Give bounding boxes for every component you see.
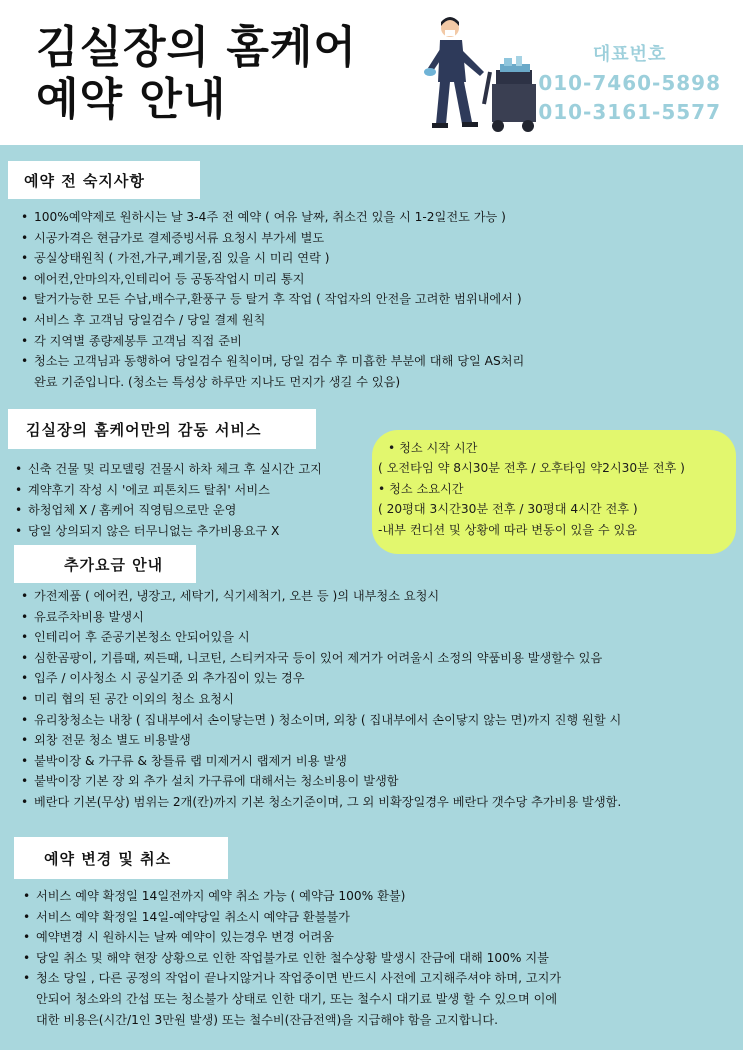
section-title-special bbox=[8, 409, 316, 449]
list-item: • 외창 전문 청소 별도 비용발생 bbox=[20, 730, 621, 751]
list-item: • 미리 협의 된 공간 이외의 청소 요청시 bbox=[20, 689, 621, 710]
list-item: • 당일 취소 및 해약 현장 상황으로 인한 작업불가로 인한 철수상황 발생시 잔금에 대해 100% 지불 bbox=[22, 948, 561, 969]
list-item: • 입주 / 이사청소 시 공실기준 외 추가짐이 있는 경우 bbox=[20, 668, 621, 689]
list-item: • 유료주차비용 발생시 bbox=[20, 607, 621, 628]
header bbox=[0, 0, 743, 145]
note-line-3: • 청소 소요시간 bbox=[378, 481, 464, 496]
list-item: • 하청업체 X / 홈케어 직영팀으로만 운영 bbox=[14, 500, 372, 521]
list-item: • 붙박이장 기본 장 외 추가 설치 가구류에 대해서는 청소비용이 발생함 bbox=[20, 771, 621, 792]
list-item: • 100%예약제로 원하시는 날 3-4주 전 예약 ( 여유 날짜, 취소건 있을 시 1-2일전도 가능 ) bbox=[20, 207, 524, 228]
page-title bbox=[36, 22, 357, 126]
list-item: • 청소는 고객님과 동행하여 당일검수 원칙이며, 당일 검수 후 미흡한 부분에 대해 당일 AS처리 bbox=[20, 351, 524, 372]
list-item-continuation: 완료 기준입니다. (청소는 특성상 하루만 지나도 먼지가 생길 수 있음) bbox=[34, 374, 401, 389]
list-item: • 청소 당일 , 다른 공정의 작업이 끝나지않거나 작업중이면 반드시 사전에 고지해주셔야 하며, 고지가 bbox=[22, 968, 561, 989]
list-item: • 공실상태원칙 ( 가전,가구,폐기물,짐 있을 시 미리 연락 ) bbox=[20, 248, 524, 269]
cleaner-with-cart-icon bbox=[420, 12, 550, 137]
note-line-4: ( 20평대 3시간30분 전후 / 30평대 4시간 전후 ) bbox=[378, 502, 638, 517]
list-item-continuation: 안되어 청소와의 간섭 또는 청소불가 상태로 인한 대기, 또는 철수시 대기료 발생 할 수 있으며 이에 bbox=[36, 991, 558, 1006]
section-title-notice bbox=[8, 161, 200, 199]
list-item: • 에어컨,안마의자,인테리어 등 공동작업시 미리 통지 bbox=[20, 269, 524, 290]
list-item: • 신축 건물 및 리모델링 건물시 하차 체크 후 실시간 고지 bbox=[14, 459, 372, 480]
extra-list bbox=[20, 586, 621, 813]
note-line-5: -내부 컨디션 및 상황에 따라 변동이 있을 수 있음 bbox=[378, 522, 638, 537]
list-item: • 예약변경 시 원하시는 날짜 예약이 있는경우 변경 어려움 bbox=[22, 927, 561, 948]
contact-label: 대표번호 bbox=[592, 44, 667, 65]
section-title-special-text: 김실장의 홈케어만의 감동 서비스 bbox=[26, 420, 262, 439]
section-title-change-text: 예약 변경 및 취소 bbox=[44, 849, 172, 868]
list-item: • 심한곰팡이, 기름때, 찌든때, 니코틴, 스티커자국 등이 있어 제거가 어려울시 소정의 약품비용 발생할수 있음 bbox=[20, 648, 621, 669]
list-item-continuation: 대한 비용은(시간/1인 3만원 발생) 또는 철수비(잔금전액)을 지급해야 함을 고지합니다. bbox=[36, 1012, 499, 1027]
list-item: • 탈거가능한 모든 수납,배수구,환풍구 등 탈거 후 작업 ( 작업자의 안전을 고려한 범위내에서 ) bbox=[20, 289, 524, 310]
list-item: • 당일 상의되지 않은 터무니없는 추가비용요구 X bbox=[14, 521, 372, 542]
list-item: • 유리창청소는 내창 ( 집내부에서 손이닿는면 ) 청소이며, 외창 ( 집내부에서 손이닿지 않는 면)까지 진행 원할 시 bbox=[20, 710, 621, 731]
list-item: • 시공가격은 현금가로 결제증빙서류 요청시 부가세 별도 bbox=[20, 228, 524, 249]
list-item: • 붙박이장 & 가구류 & 창틀류 랩 미제거시 랩제거 비용 발생 bbox=[20, 751, 621, 772]
schedule-note bbox=[372, 430, 736, 554]
list-item: • 서비스 예약 확정일 14일-예약당일 취소시 예약금 환불불가 bbox=[22, 907, 561, 928]
note-line-1: • 청소 시작 시간 bbox=[388, 441, 478, 455]
section-title-change bbox=[14, 837, 228, 879]
contact-block bbox=[538, 40, 721, 127]
section-title-extra-text: 추가요금 안내 bbox=[64, 555, 164, 574]
list-item: • 가전제품 ( 에어컨, 냉장고, 세탁기, 식기세척기, 오븐 등 )의 내부청소 요청시 bbox=[20, 586, 621, 607]
section-title-extra bbox=[14, 545, 196, 583]
title-line-1: 김실장의 홈케어 bbox=[36, 22, 357, 73]
list-item: • 인테리어 후 준공기본청소 안되어있을 시 bbox=[20, 627, 621, 648]
list-item: • 각 지역별 종량제봉투 고객님 직접 준비 bbox=[20, 331, 524, 352]
list-item: • 서비스 예약 확정일 14일전까지 예약 취소 가능 ( 예약금 100% 환불) bbox=[22, 886, 561, 907]
special-list bbox=[14, 459, 372, 541]
phone-number-2[interactable]: 010-3161-5577 bbox=[538, 100, 721, 124]
change-list bbox=[22, 886, 561, 1030]
notice-list bbox=[20, 207, 524, 392]
list-item: • 서비스 후 고객님 당일검수 / 당일 결제 원칙 bbox=[20, 310, 524, 331]
section-title-notice-text: 예약 전 숙지사항 bbox=[24, 171, 145, 190]
phone-number-1[interactable]: 010-7460-5898 bbox=[538, 71, 721, 95]
title-line-2: 예약 안내 bbox=[36, 74, 227, 125]
note-line-2: ( 오전타임 약 8시30분 전후 / 오후타임 약2시30분 전후 ) bbox=[378, 461, 685, 476]
list-item: • 계약후기 작성 시 '에코 피톤치드 탈취' 서비스 bbox=[14, 480, 372, 501]
list-item: • 베란다 기본(무상) 범위는 2개(칸)까지 기본 청소기준이며, 그 외 비확장일경우 베란다 갯수당 추가비용 발생함. bbox=[20, 792, 621, 813]
